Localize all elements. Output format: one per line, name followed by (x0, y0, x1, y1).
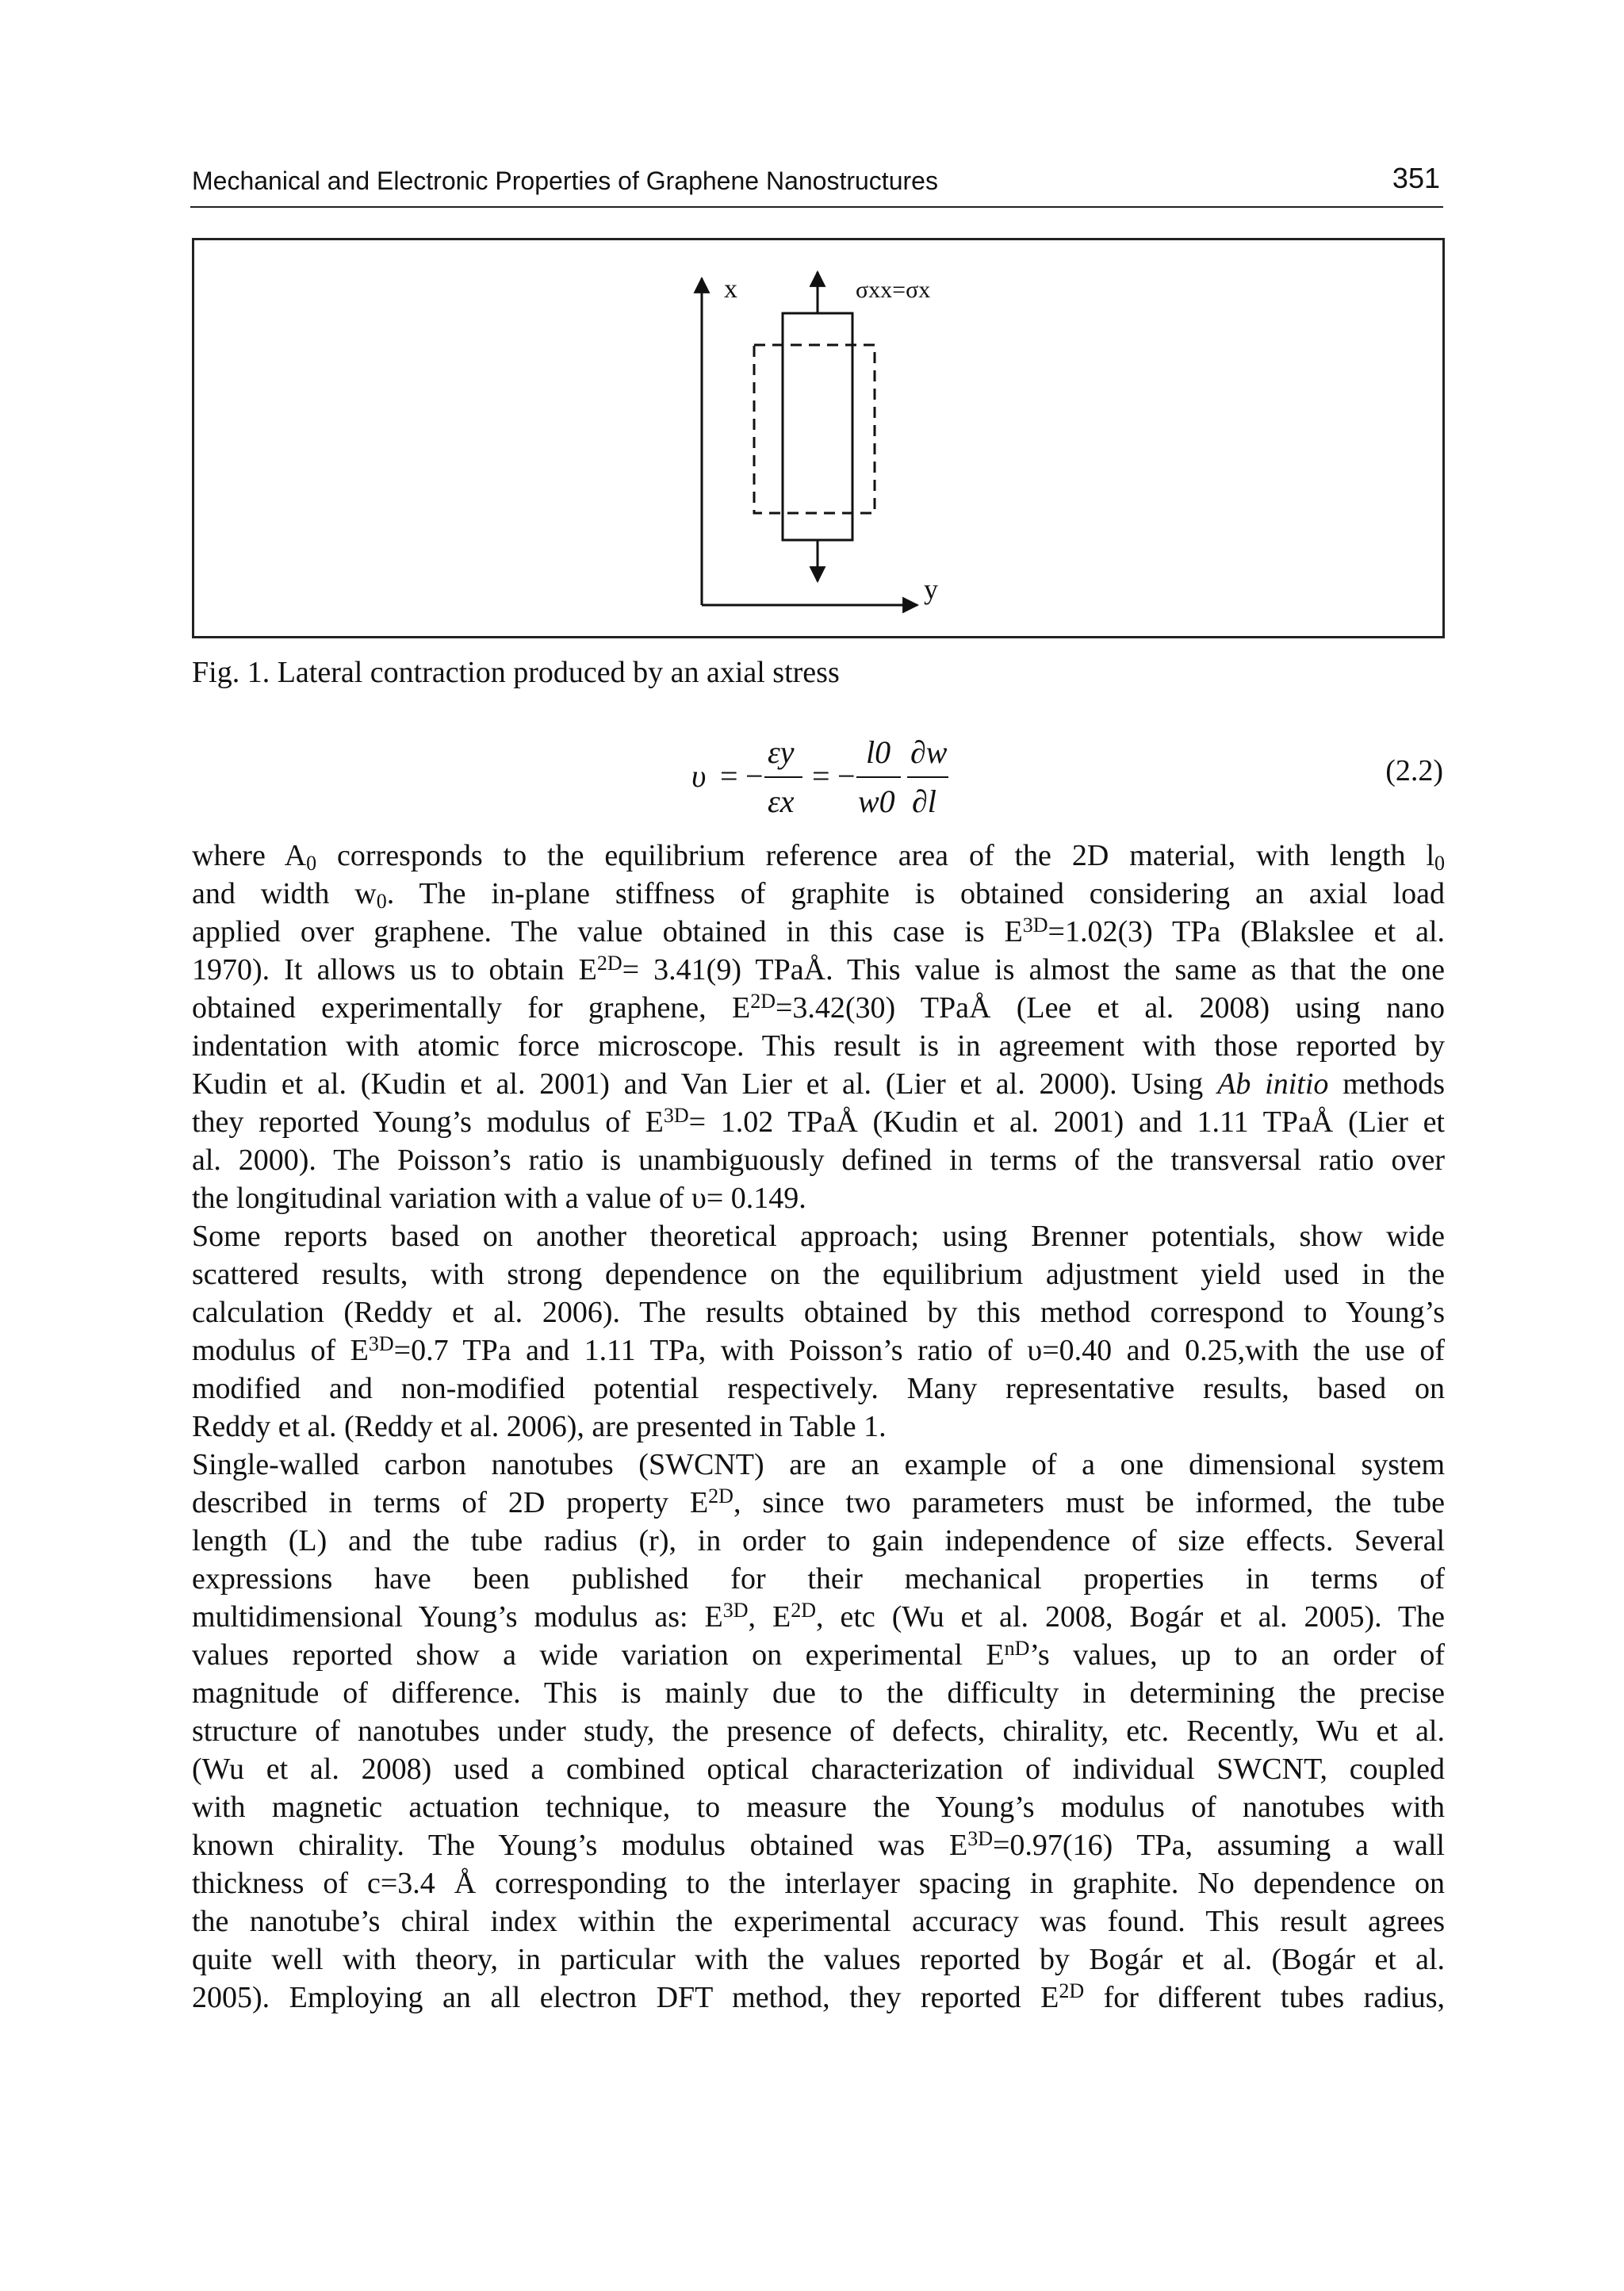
text-line: with magnetic actuation technique, to measure the Young’s modulus of nanotubes with (192, 1791, 1445, 1824)
text-line: Reddy et al. (Reddy et al. 2006), are presented in Table 1. (192, 1410, 887, 1443)
equation-number: (2.2) (1385, 754, 1443, 787)
eq-num-3: ∂w (910, 734, 948, 770)
poisson-ratio-formula (682, 723, 1332, 826)
figure-caption: Fig. 1. Lateral contraction produced by an axial stress (192, 656, 840, 689)
text-line: 1970). It allows us to obtain $E^{2D}= 3.41(9)$ TPaÅ. This value is almost the same as that the one (192, 952, 1446, 987)
text-line: the nanotube’s chiral index within the experimental accuracy was found. This result agrees (192, 1905, 1445, 1938)
text-line: Some reports based on another theoretical approach; using Brenner potentials, show wide (192, 1220, 1445, 1253)
text-line: Single-walled carbon nanotubes (SWCNT) are an example of a one dimensional system (192, 1448, 1445, 1481)
eq-num-2: l0 (866, 734, 891, 770)
text-line: they reported Young’s modulus of $E^{3D}= 1.02$ TPaÅ (Kudin et al. 2001) and 1.11 TPaÅ (Lier et (192, 1104, 1445, 1139)
text-line: expressions have been published for their mechanical properties in terms of (192, 1562, 1445, 1596)
text-line: indentation with atomic force microscope. This result is in agreement with those reported by (192, 1029, 1445, 1063)
text-line: Kudin et al. (Kudin et al. 2001) and Van Lier et al. (Lier et al. 2000). Using Ab initio methods (192, 1067, 1445, 1101)
text-line: thickness of c=3.4 Å corresponding to the interlayer spacing in graphite. No dependence on (192, 1867, 1445, 1900)
eq-den-1: εx (768, 783, 795, 819)
deformed-specimen-outline (783, 313, 852, 540)
text-line: the longitudinal variation with a value of υ= 0.149. (192, 1182, 806, 1215)
text-line: calculation (Reddy et al. 2006). The results obtained by this method correspond to Young’s (192, 1296, 1445, 1329)
text-line: length (L) and the tube radius (r), in order to gain independence of size effects. Several (192, 1524, 1445, 1557)
text-line: applied over graphene. The value obtained in this case is $E^{3D}=1.02(3)$ TPa (Blakslee et al. (192, 914, 1445, 948)
original-specimen-outline (754, 345, 875, 513)
text-line: multidimensional Young’s modulus as: $E^{3D}$, $E^{2D}$, etc (Wu et al. 2008, Bogár et al. 2005). The (192, 1599, 1446, 1634)
text-line: obtained experimentally for graphene, $E^{2D}=3.42(30)$ TPaÅ (Lee et al. 2008) using nano (192, 990, 1445, 1025)
text-line: described in terms of 2D property $E^{2D}$, since two parameters must be informed, the tube (192, 1485, 1445, 1519)
figure-frame (192, 238, 1445, 638)
running-title: Mechanical and Electronic Properties of Graphene Nanostructures (192, 167, 938, 195)
eq-equals-1: = (720, 758, 738, 794)
eq-minus-1: − (745, 758, 764, 794)
text-line: quite well with theory, in particular with the values reported by Bogár et al. (Bogár et al. (192, 1943, 1445, 1976)
text-line: magnitude of difference. This is mainly due to the difficulty in determining the precise (192, 1676, 1445, 1710)
text-line: scattered results, with strong dependence on the equilibrium adjustment yield used in the (192, 1258, 1445, 1291)
eq-equals-2: = (812, 758, 830, 794)
text-line: known chirality. The Young’s modulus obtained was $E^{3D}=0.97(16)$ TPa, assuming a wall (192, 1827, 1445, 1862)
paragraph-1 (192, 837, 1445, 1217)
eq-den-3: ∂l (912, 783, 936, 819)
paragraph-3 (192, 1446, 1445, 2017)
text-line: al. 2000). The Poisson’s ratio is unambiguously defined in terms of the transversal ratio over (192, 1144, 1445, 1177)
axis-y-label: y (924, 573, 938, 605)
eq-minus-2: − (837, 758, 856, 794)
text-line: modulus of $E^{3D}=0.7$ TPa and 1.11 TPa, with Poisson’s ratio of υ=0.40 and 0.25,with the use of (192, 1332, 1445, 1367)
text-line: structure of nanotubes under study, the presence of defects, chirality, etc. Recently, Wu et al. (192, 1714, 1445, 1748)
eq-lhs: υ (691, 758, 707, 794)
page-number: 351 (1392, 162, 1440, 194)
stress-diagram (194, 240, 1447, 641)
running-header (190, 162, 1443, 208)
text-line: where $A_0$ corresponds to the equilibrium reference area of the 2D material, with length $l_0$ (192, 839, 1446, 875)
eq-den-2: w0 (858, 783, 895, 819)
equation-2-2 (682, 723, 1443, 826)
body-text (192, 837, 1445, 2017)
text-line: values reported show a wide variation on experimental $E^{nD}’s$ values, up to an order of (192, 1637, 1445, 1672)
stress-label: σxx=σx (856, 277, 931, 303)
text-line: 2005). Employing an all electron DFT method, they reported $E^{2D}$ for different tubes radius, (192, 1979, 1445, 2014)
text-line: and width $w_0$. The in-plane stiffness of graphite is obtained considering an axial load (192, 877, 1445, 913)
eq-num-1: εy (768, 734, 795, 770)
paragraph-2 (192, 1217, 1445, 1446)
text-line: (Wu et al. 2008) used a combined optical characterization of individual SWCNT, coupled (192, 1753, 1445, 1786)
axis-x-label: x (724, 274, 737, 304)
text-line: modified and non-modified potential respectively. Many representative results, based on (192, 1372, 1445, 1405)
